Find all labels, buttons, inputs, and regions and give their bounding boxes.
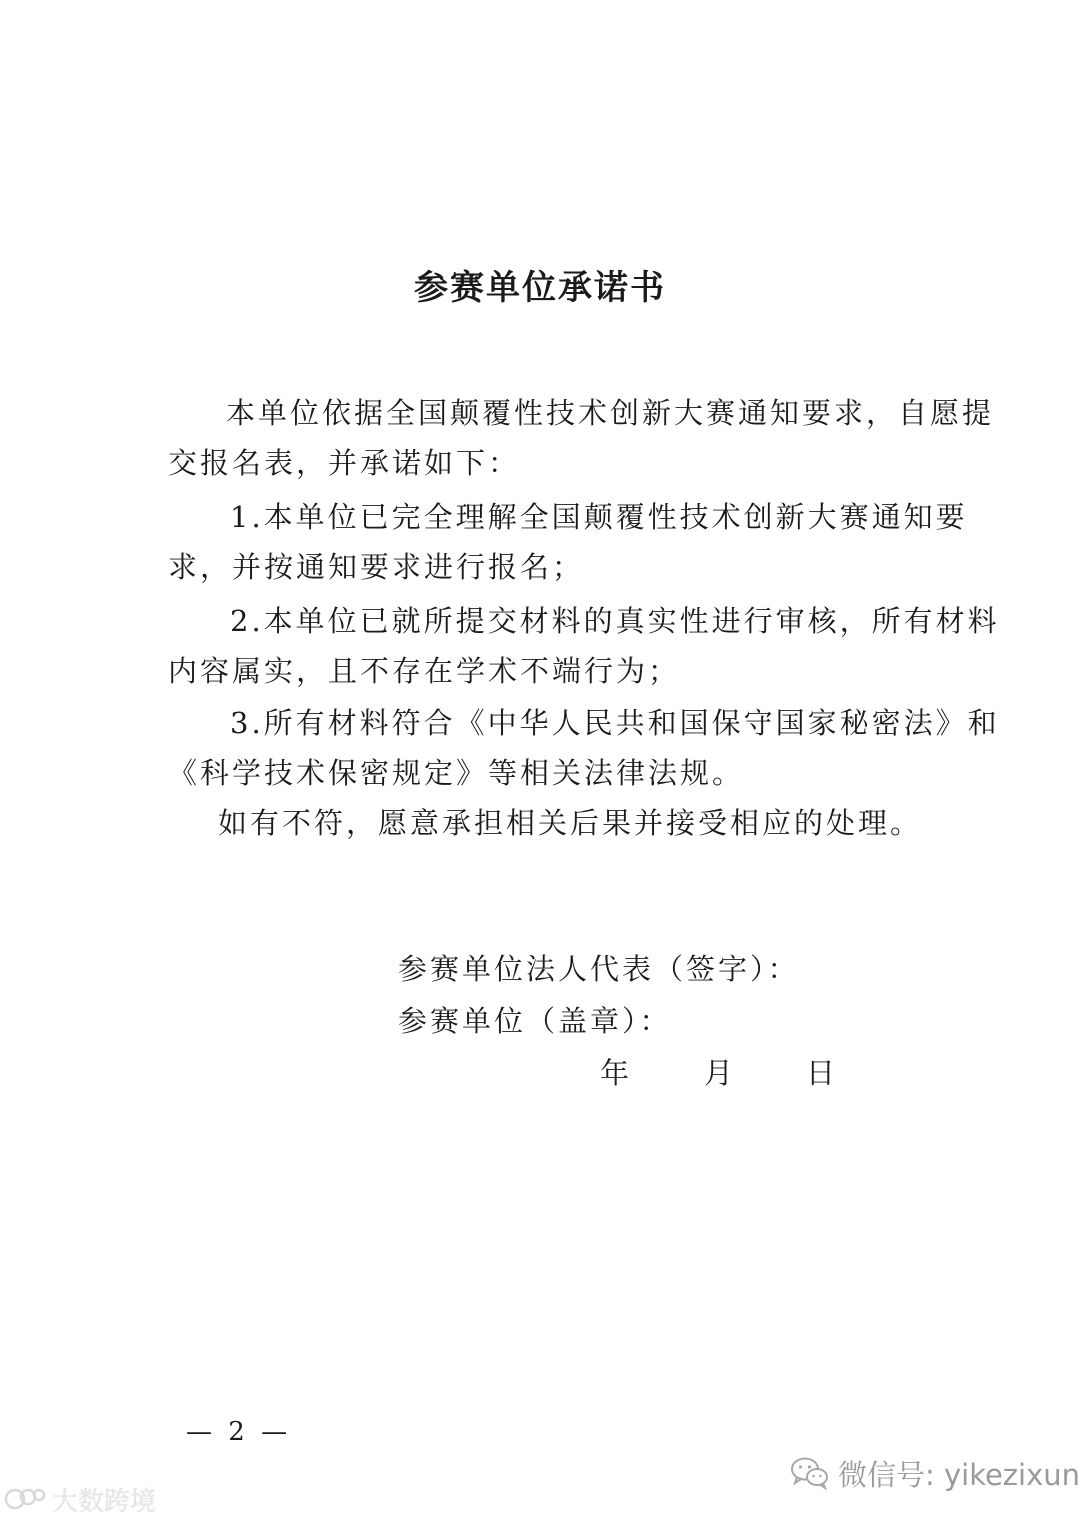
- wechat-id-text: 微信号: yikezixun: [838, 1457, 1080, 1492]
- intro-paragraph-line-2: 交报名表，并承诺如下：: [168, 446, 521, 480]
- page-number: — 2 —: [186, 1417, 292, 1447]
- document-title: 参赛单位承诺书: [414, 268, 666, 308]
- wechat-watermark: [790, 1453, 1080, 1493]
- date-year-label: 年: [600, 1056, 630, 1090]
- seal-label: 参赛单位（盖章）：: [398, 1004, 672, 1038]
- brand-text: 大数跨境: [52, 1486, 157, 1517]
- commitment-item-1-line-1: 1.本单位已完全理解全国颠覆性技术创新大赛通知要: [230, 500, 968, 534]
- commitment-item-3-line-1: 3.所有材料符合《中华人民共和国保守国家秘密法》和: [230, 706, 1000, 740]
- intro-paragraph-line-1: 本单位依据全国颠覆性技术创新大赛通知要求，自愿提: [226, 396, 995, 430]
- brand-watermark: [4, 1481, 156, 1517]
- closing-statement: 如有不符，愿意承担相关后果并接受相应的处理。: [218, 806, 923, 840]
- brand-logo-icon: [4, 1484, 48, 1514]
- commitment-item-3-line-2: 《科学技术保密规定》等相关法律法规。: [168, 756, 745, 790]
- date-month-label: 月: [704, 1056, 734, 1090]
- wechat-icon: [790, 1456, 830, 1490]
- signature-label: 参赛单位法人代表（签字）：: [398, 952, 800, 986]
- commitment-item-2-line-1: 2.本单位已就所提交材料的真实性进行审核，所有材料: [230, 604, 1000, 638]
- date-day-label: 日: [806, 1056, 836, 1090]
- commitment-item-2-line-2: 内容属实，且不存在学术不端行为；: [168, 654, 681, 688]
- commitment-item-1-line-2: 求，并按通知要求进行报名；: [168, 550, 585, 584]
